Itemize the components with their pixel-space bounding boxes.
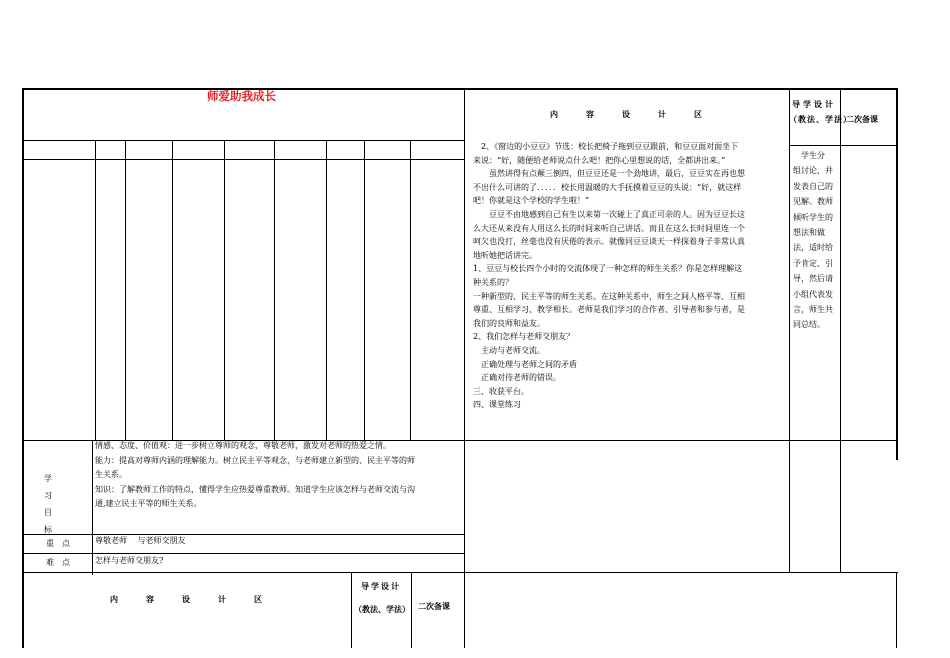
content-line: 我们的良师和益友。 xyxy=(473,318,545,328)
content-line: 主动与老师交流。 xyxy=(473,345,545,355)
guide-line: 予肯定、引 xyxy=(793,258,833,268)
objective-line: 能力：提高对尊师内涵的理解能力。树立民主平等观念，与老师建立新型的、民主平等的师 xyxy=(95,455,415,465)
content-line: 地听她把话讲完。 xyxy=(473,250,537,260)
content-text xyxy=(473,140,788,412)
content-line: 正确对待老师的错误。 xyxy=(473,373,561,383)
second-prep-heading: 二次备课 xyxy=(846,114,878,124)
guide-line: 学生分 xyxy=(793,151,825,160)
guide-line: 倾听学生的 xyxy=(793,212,833,222)
content-line: 1、豆豆与校长四个小时的交流体现了一种怎样的师生关系？你是怎样理解这 xyxy=(473,264,743,274)
content-line: 三、收获平台。 xyxy=(473,386,529,396)
key-points-value: 尊敬老师 与老师交朋友 xyxy=(95,536,186,545)
content-line: 么大还从来没有人用这么长的时间来听自己讲话。而且在这么长时间里连一个 xyxy=(473,223,745,233)
footer-guide-design-heading: 导学设计 xyxy=(361,581,401,591)
guide-line: 见解。教师 xyxy=(793,197,833,207)
content-area-heading: 内容设计区 xyxy=(550,109,730,119)
objectives-text xyxy=(95,439,463,512)
objective-line: 知识：了解教师工作的特点，懂得学生应热爱尊重教师。知道学生应该怎样与老师交流与沟 xyxy=(95,484,415,494)
content-line: 不出什么可讲的了．．．．．校长用温暖的大手抚摸着豆豆的头说：“好，就这样 xyxy=(473,182,742,192)
guide-line: 小组代表发 xyxy=(793,289,833,299)
footer-content-area-heading: 内容设计区 xyxy=(110,594,290,604)
content-line: 来说：“好，随便给老师说点什么吧！把你心里想说的话，全都讲出来。” xyxy=(473,155,726,165)
guide-methods-heading: （教法、学法） xyxy=(789,114,852,124)
objective-line: 情感、态度、价值观：进一步树立尊师的观念，尊敬老师，激发对老师的热爱之情。 xyxy=(95,441,391,450)
guide-design-heading: 导学设计 xyxy=(792,99,836,109)
page-title: 师爱助我成长 xyxy=(207,89,276,103)
difficulties-value: 怎样与老师交朋友? xyxy=(95,556,164,565)
guide-line: 言，师生共 xyxy=(793,305,833,315)
content-line: 四、课堂练习 xyxy=(473,400,521,410)
difficulties-label: 难点 xyxy=(46,558,78,567)
guide-line: 法，适时给 xyxy=(793,243,833,253)
key-points-label: 重点 xyxy=(46,539,78,548)
footer-second-prep-heading: 二次备课 xyxy=(418,601,450,611)
footer-guide-methods-heading: （教法、学法） xyxy=(354,604,410,614)
objective-line: 通,建立民主平等的师生关系。 xyxy=(95,499,202,508)
content-line: 种关系的？ xyxy=(473,277,513,287)
content-line: 虽然讲得有点颠三倒四，但豆豆还是一个劲地讲，最后，豆豆实在再也想 xyxy=(473,169,745,179)
guide-line: 同总结。 xyxy=(793,320,825,330)
content-line: 呵欠也没打，丝毫也没有厌倦的表示。就像同豆豆谈天一样探着身子非常认真 xyxy=(473,237,745,247)
guide-line: 想法和做 xyxy=(793,228,825,238)
guide-text xyxy=(793,148,841,333)
guide-line: 组讨论，并 xyxy=(793,166,833,176)
content-line: 豆豆不由地感到自己有生以来第一次碰上了真正可亲的人。因为豆豆长这 xyxy=(473,209,745,219)
guide-line: 导，然后请 xyxy=(793,274,833,284)
content-line: 2、我们怎样与老师交朋友？ xyxy=(473,332,575,342)
objectives-label: 学习目标 xyxy=(44,474,62,534)
content-line: 正确处理与老师之间的矛盾 xyxy=(473,359,577,369)
objective-line: 生关系。 xyxy=(95,470,127,479)
content-line: 一种新型的、民主平等的师生关系。在这种关系中，师生之间人格平等、互相 xyxy=(473,291,745,301)
content-line: 2、《窗边的小豆豆》节选：校长把椅子拖到豆豆跟前，和豆豆面对面坐下 xyxy=(473,142,739,151)
guide-line: 发表自己的 xyxy=(793,181,833,191)
content-line: 吧！你就是这个学校的学生啦！” xyxy=(473,196,590,206)
content-line: 尊重、互相学习、教学相长。老师是我们学习的合作者、引导者和参与者，是 xyxy=(473,305,745,315)
